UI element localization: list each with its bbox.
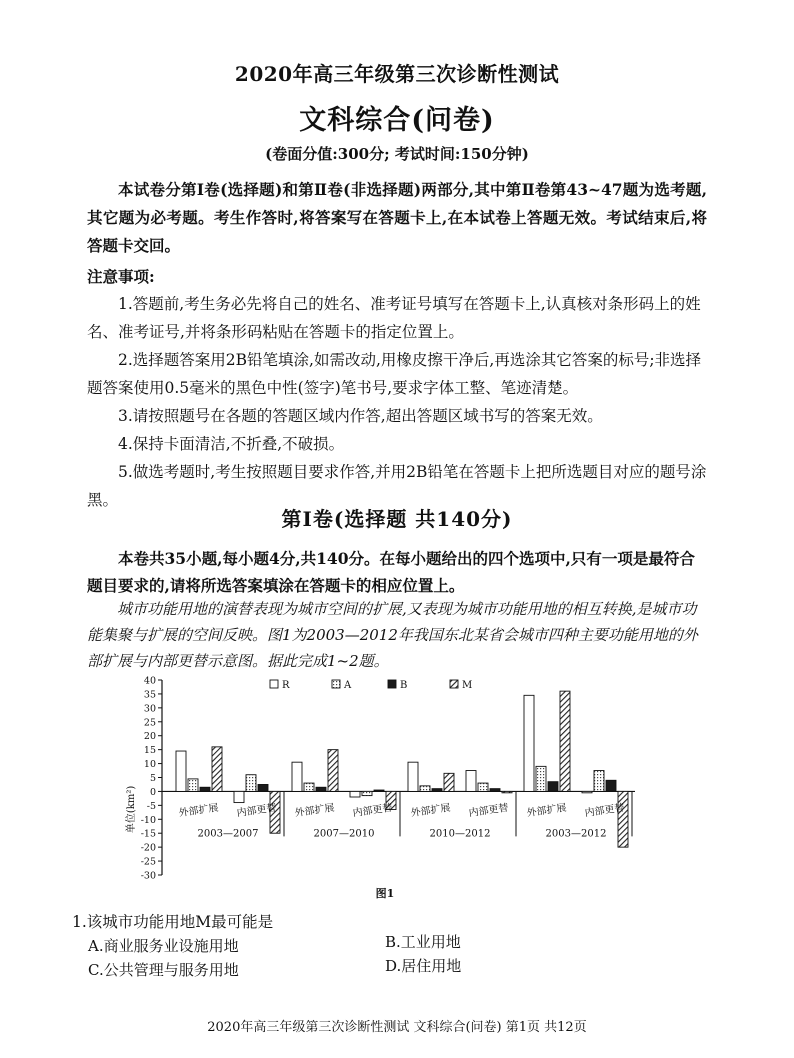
y-tick-label: 30	[143, 703, 156, 715]
bar-M	[328, 750, 338, 792]
passage-text: 城市功能用地的演替表现为城市空间的扩展,又表现为城市功能用地的相互转换,是城市功能集聚与扩展的空间反映。图1为2003—2012年我国东北某省会城市四种主要功能用地的外部扩展与内部更替示意图。据此完成1~2题。	[87, 600, 698, 670]
bar-M	[502, 791, 512, 792]
bar-R	[524, 695, 534, 791]
group-label: 外部扩展	[410, 802, 452, 820]
bar-A	[594, 771, 604, 792]
y-tick-label: -5	[146, 800, 156, 812]
note-item: 1.答题前,考生务必先将自己的姓名、准考证号填写在答题卡上,认真核对条形码上的姓名、准考证号,并将条形码粘贴在答题卡的指定位置上。	[87, 295, 701, 341]
y-tick-label: -25	[140, 856, 156, 868]
section-title: 第Ⅰ卷(选择题 共140分)	[281, 507, 513, 531]
bar-B	[200, 787, 210, 791]
exam-subject: 文科综合(问卷)	[299, 105, 495, 136]
period-label: 2007—2010	[313, 828, 375, 840]
period-label: 2003—2007	[197, 828, 259, 840]
legend-swatch-M	[450, 680, 458, 688]
option-d[interactable]: D.居住用地	[385, 957, 462, 975]
bar-B	[258, 784, 268, 791]
y-tick-label: 10	[143, 759, 156, 771]
legend-label-R: R	[282, 680, 290, 691]
bar-R	[466, 771, 476, 792]
bar-A	[188, 779, 198, 792]
bar-M	[560, 691, 570, 791]
period-label: 2010—2012	[429, 828, 491, 840]
bar-A	[304, 783, 314, 791]
group-label: 外部扩展	[178, 802, 220, 820]
option-c[interactable]: C.公共管理与服务用地	[88, 961, 239, 979]
bar-A	[246, 775, 256, 792]
y-axis-label: 单位(km²)	[126, 785, 137, 834]
bar-B	[490, 789, 500, 792]
legend-swatch-B	[388, 680, 396, 688]
y-tick-label: 40	[143, 675, 156, 687]
note-item: 2.选择题答案用2B铅笔填涂,如需改动,用橡皮擦干净后,再选涂其它答案的标号;非选择题答案使用0.5毫米的黑色中性(签字)笔书号,要求字体工整、笔迹清楚。	[87, 351, 702, 397]
group-label: 内部更替	[236, 802, 278, 820]
group-label: 内部更替	[584, 802, 626, 820]
y-tick-label: 20	[143, 731, 156, 743]
bar-A	[536, 766, 546, 791]
bar-A	[362, 791, 372, 795]
y-tick-label: -15	[140, 828, 156, 840]
y-tick-label: -10	[140, 814, 156, 826]
bar-A	[420, 786, 430, 792]
notes-heading: 注意事项:	[87, 267, 155, 286]
question-passage	[87, 596, 707, 674]
bar-M	[212, 747, 222, 792]
y-tick-label: 25	[143, 717, 156, 729]
intro-paragraph	[87, 176, 707, 260]
intro-text: 本试卷分第Ⅰ卷(选择题)和第Ⅱ卷(非选择题)两部分,其中第Ⅱ卷第43~47题为选考题,其它题为必考题。考生作答时,将答案写在答题卡上,在本试卷上答题无效。考试结束后,将答题卡交回。	[87, 180, 707, 255]
page-footer: 2020年高三年级第三次诊断性测试 文科综合(问卷) 第1页 共12页	[207, 1020, 587, 1035]
legend-label-M: M	[462, 680, 473, 691]
y-tick-label: 5	[149, 773, 156, 784]
group-label: 内部更替	[468, 802, 510, 820]
bar-R	[234, 791, 244, 802]
section-instructions	[87, 545, 707, 599]
y-tick-label: 35	[143, 689, 156, 701]
legend-swatch-A	[332, 680, 340, 688]
bar-B	[548, 782, 558, 792]
bar-R	[350, 791, 360, 797]
figure-1-chart	[120, 672, 640, 902]
bar-B	[374, 790, 384, 791]
y-tick-label: 0	[149, 786, 156, 798]
bar-B	[432, 789, 442, 792]
group-label: 外部扩展	[294, 802, 336, 820]
exam-meta: (卷面分值:300分; 考试时间:150分钟)	[265, 145, 529, 163]
y-tick-label: -20	[140, 842, 156, 854]
bar-B	[606, 780, 616, 791]
group-label: 内部更替	[352, 802, 394, 820]
option-a[interactable]: A.商业服务业设施用地	[88, 937, 239, 955]
option-b[interactable]: B.工业用地	[385, 933, 461, 951]
question-1-stem: 1.该城市功能用地M最可能是	[72, 913, 274, 931]
note-item: 5.做选考题时,考生按照题目要求作答,并用2B铅笔在答题卡上把所选题目对应的题号涂黑。	[87, 463, 707, 509]
note-item: 4.保持卡面清洁,不折叠,不破损。	[118, 435, 345, 453]
bar-M	[444, 773, 454, 791]
notes-list	[87, 290, 707, 514]
legend-swatch-R	[270, 680, 278, 688]
bar-R	[408, 762, 418, 791]
bar-M	[618, 791, 628, 847]
instructions-text: 本卷共35小题,每小题4分,共140分。在每小题给出的四个选项中,只有一项是最符合题目要求的,请将所选答案填涂在答题卡的相应位置上。	[87, 549, 695, 595]
group-label: 外部扩展	[526, 802, 568, 820]
y-tick-label: -30	[140, 870, 156, 882]
period-label: 2003—2012	[545, 828, 607, 840]
bar-R	[292, 762, 302, 791]
y-tick-label: 15	[143, 745, 156, 757]
figure-caption: 图1	[375, 887, 395, 900]
note-item: 3.请按照题号在各题的答题区域内作答,超出答题区域书写的答案无效。	[118, 407, 603, 425]
exam-title: 2020年高三年级第三次诊断性测试	[234, 62, 560, 86]
bar-R	[176, 751, 186, 791]
bar-R	[582, 791, 592, 792]
bar-A	[478, 783, 488, 791]
legend-label-B: B	[400, 680, 408, 691]
legend-label-A: A	[344, 680, 352, 691]
bar-B	[316, 787, 326, 791]
